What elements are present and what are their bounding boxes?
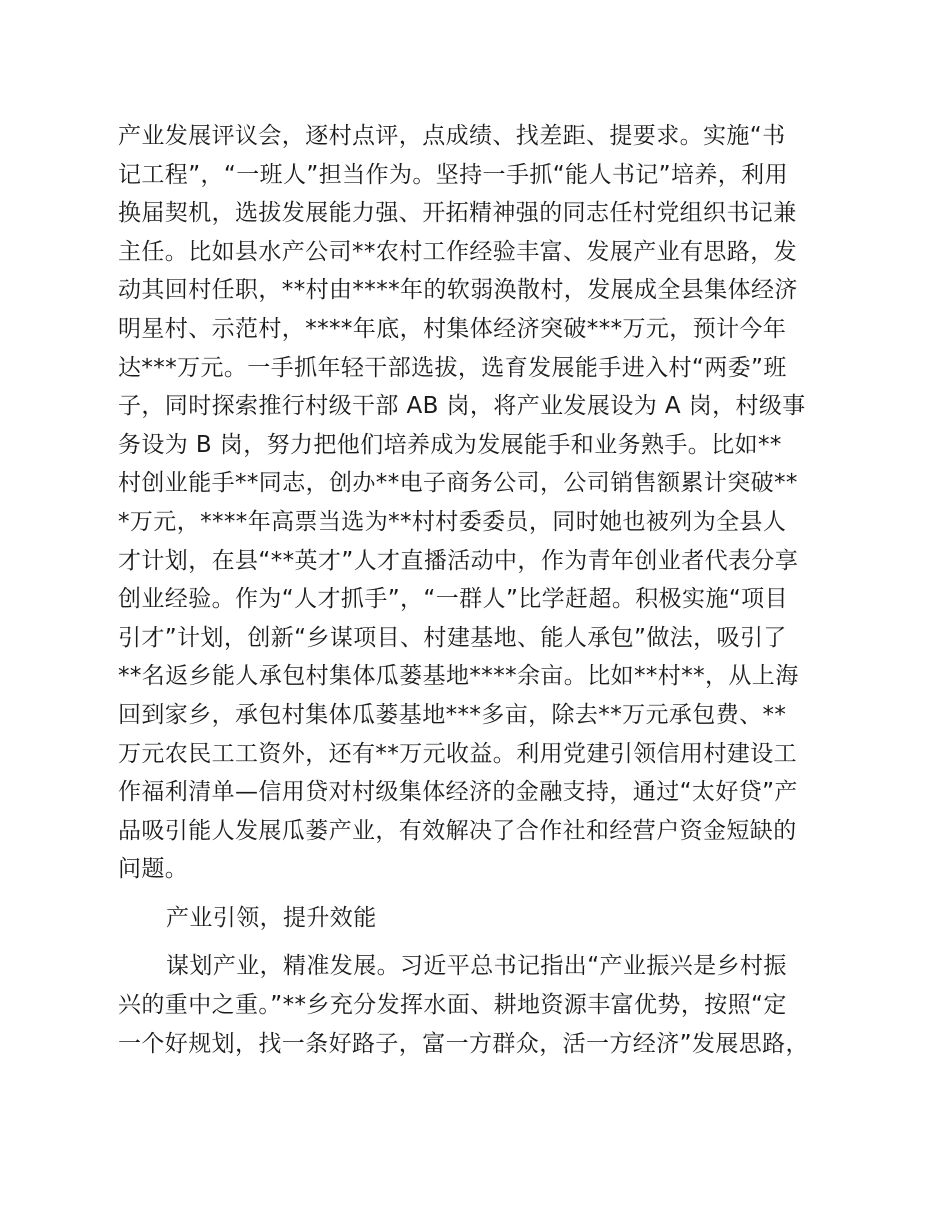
text-line: 兴的重中之重。”**乡充分发挥水面、耕地资源丰富优势，按照“定 bbox=[118, 992, 787, 1019]
text-line: 回到家乡，承包村集体瓜蒌基地***多亩，除去**万元承包费、** bbox=[118, 701, 787, 728]
text-line: 主任。比如县水产公司**农村工作经验丰富、发展产业有思路，发 bbox=[118, 238, 797, 265]
text-line: 谋划产业，精准发展。习近平总书记指出“产业振兴是乡村振 bbox=[166, 953, 787, 980]
text-line: 才计划，在县“**英才”人才直播活动中，作为青年创业者代表分享 bbox=[118, 547, 799, 574]
text-line: 作福利清单—信用贷对村级集体经济的金融支持，通过“太好贷”产 bbox=[118, 779, 798, 806]
text-line: 达***万元。一手抓年轻干部选拔，选育发展能手进入村“两委”班 bbox=[118, 354, 787, 381]
text-line: 子，同时探索推行村级干部 AB 岗，将产业发展设为 A 岗，村级事 bbox=[118, 393, 806, 420]
text-line: 万元农民工工资外，还有**万元收益。利用党建引领信用村建设工 bbox=[118, 740, 797, 767]
text-line: 动其回村任职，**村由****年的软弱涣散村，发展成全县集体经济 bbox=[118, 277, 798, 304]
text-line: 一个好规划，找一条好路子，富一方群众，活一方经济”发展思路， bbox=[118, 1030, 809, 1057]
text-line: 引才”计划，创新“乡谋项目、村建基地、能人承包”做法，吸引了 bbox=[118, 624, 787, 651]
text-line: 明星村、示范村，****年底，村集体经济突破***万元，预计今年 bbox=[118, 315, 787, 342]
text-line: *万元，****年高票当选为**村村委委员，同时她也被列为全县人 bbox=[118, 508, 787, 535]
section-heading: 产业引领，提升效能 bbox=[166, 904, 377, 931]
text-line: 问题。 bbox=[118, 856, 189, 883]
document-body bbox=[118, 117, 842, 1063]
text-line: 记工程”，“一班人”担当作为。坚持一手抓“能人书记”培养，利用 bbox=[118, 161, 788, 188]
paragraph-talent-cultivation bbox=[118, 117, 842, 889]
text-line: 产业发展评议会，逐村点评，点成绩、找差距、提要求。实施“书 bbox=[118, 123, 786, 149]
text-line: **名返乡能人承包村集体瓜蒌基地****余亩。比如**村**，从上海 bbox=[118, 663, 799, 690]
text-line: 品吸引能人发展瓜蒌产业，有效解决了合作社和经营户资金短缺的 bbox=[118, 817, 797, 844]
text-line: 创业经验。作为“人才抓手”，“一群人”比学赶超。积极实施“项目 bbox=[118, 586, 788, 613]
text-line: 务设为 B 岗，努力把他们培养成为发展能手和业务熟手。比如** bbox=[118, 431, 782, 458]
text-line: 换届契机，选拔发展能力强、开拓精神强的同志任村党组织书记兼 bbox=[118, 200, 797, 227]
paragraph-industry-planning bbox=[118, 947, 842, 1063]
text-line: 村创业能手**同志，创办**电子商务公司，公司销售额累计突破** bbox=[118, 470, 798, 497]
